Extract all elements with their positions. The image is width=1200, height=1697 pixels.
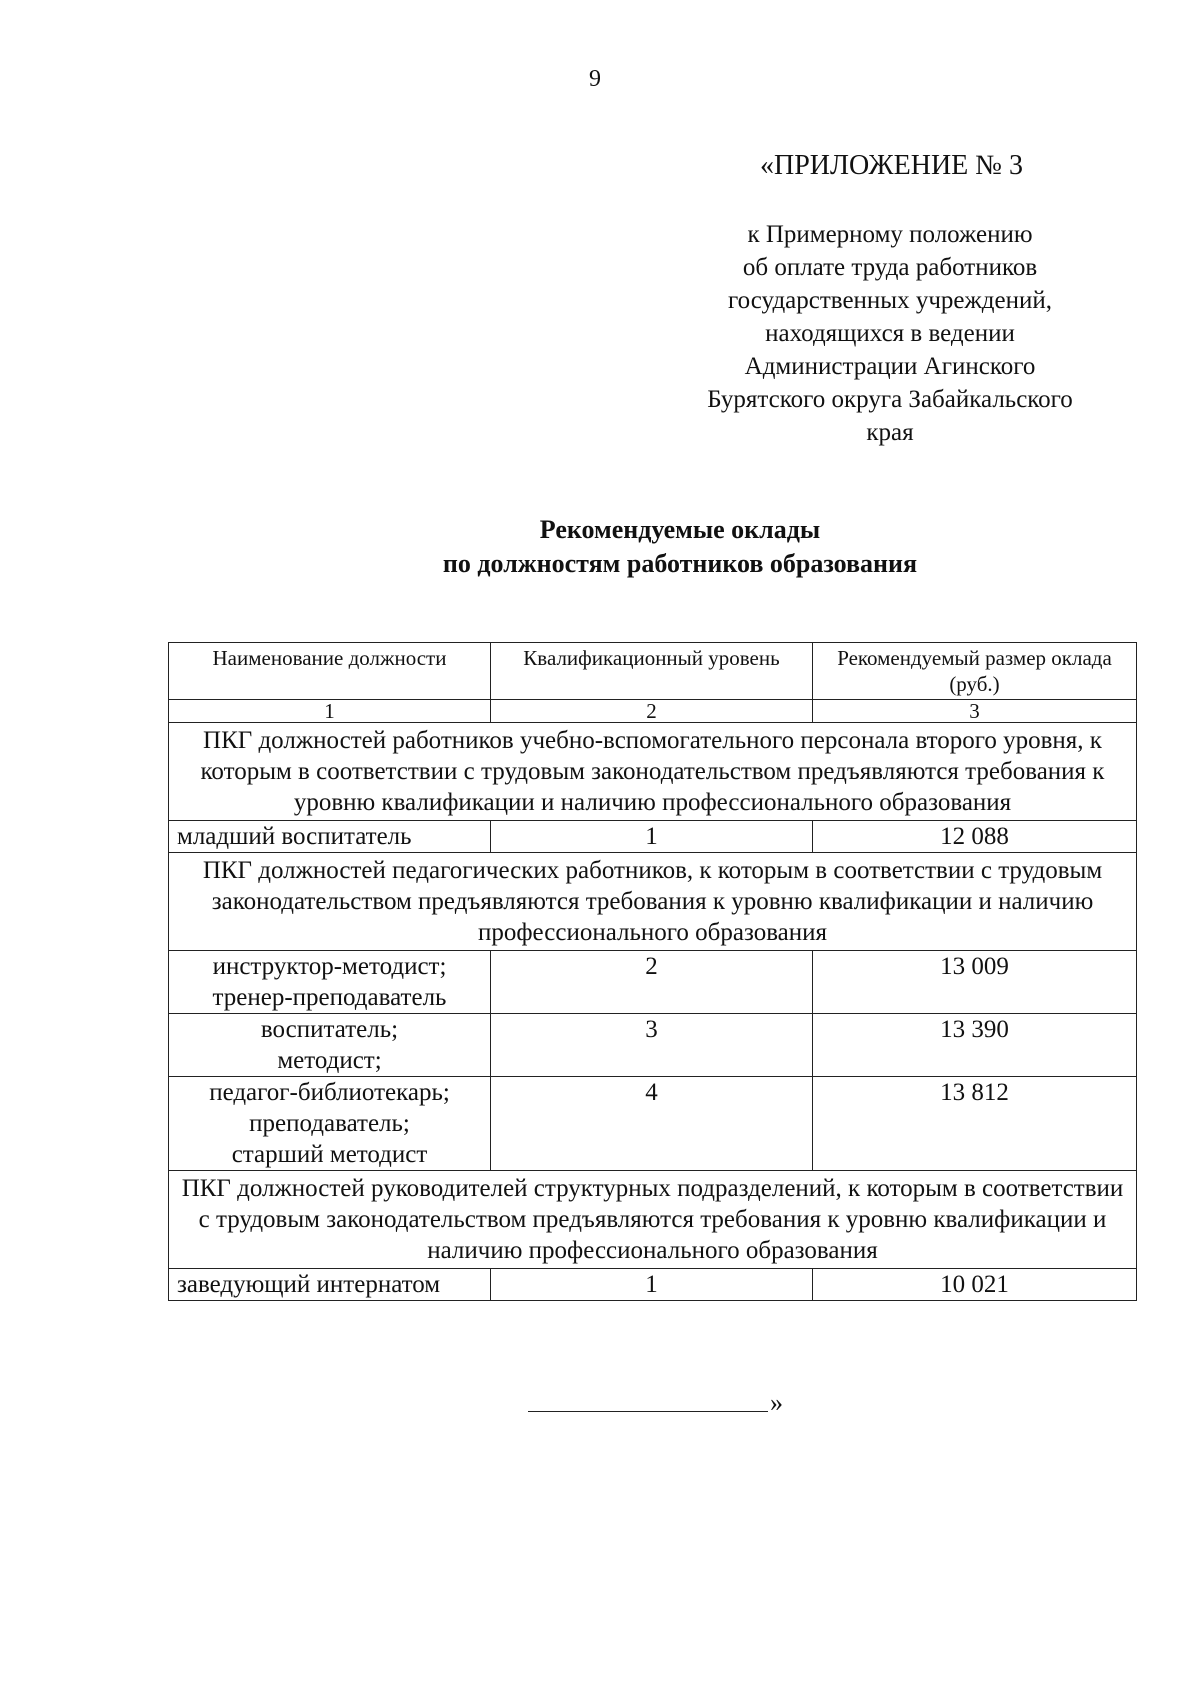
position-cell [169, 1014, 491, 1077]
appendix-reference [660, 218, 1120, 449]
position-name: воспитатель; [260, 1016, 399, 1043]
level-cell: 2 [491, 951, 813, 1014]
appendix-reference-line: находящихся в ведении [765, 320, 1015, 347]
column-number: 2 [491, 700, 813, 723]
position-cell [169, 1077, 491, 1171]
salary-cell: 13 812 [813, 1077, 1137, 1171]
salary-cell: 13 390 [813, 1014, 1137, 1077]
appendix-reference-line: об оплате труда работников [742, 254, 1038, 281]
appendix-reference-line: к Примерному положению [747, 221, 1033, 248]
salary-table [168, 642, 1137, 1301]
appendix-title: «ПРИЛОЖЕНИЕ № 3 [760, 150, 1023, 181]
level-cell: 4 [491, 1077, 813, 1171]
heading-line-2: по должностям работников образования [442, 549, 918, 578]
appendix-reference-line: края [866, 419, 914, 446]
group-title: ПКГ должностей работников учебно-вспомогательного персонала второго уровня, к которым в соответствии с трудовым законодательством предъявляются требования к уровню квалификации и наличию профессионального образования [169, 723, 1137, 821]
position-name: инструктор-методист; [212, 953, 447, 980]
group-title: ПКГ должностей педагогических работников, к которым в соответствии с трудовым законодательством предъявляются требования к уровню квалификации и наличию профессионального образования [169, 853, 1137, 951]
position-name: педагог-библиотекарь; [209, 1079, 450, 1106]
column-number: 1 [169, 700, 491, 723]
page-number: 9 [589, 66, 601, 92]
column-number: 3 [813, 700, 1137, 723]
level-cell: 1 [491, 1269, 813, 1301]
position-name: методист; [277, 1047, 382, 1074]
table-row [169, 951, 1137, 1014]
header-position: Наименование должности [169, 643, 491, 700]
group-row [169, 1171, 1137, 1269]
salary-cell: 12 088 [813, 821, 1137, 853]
header-salary: Рекомендуемый размер оклада (руб.) [813, 643, 1137, 700]
column-number-row [169, 700, 1137, 723]
salary-cell: 13 009 [813, 951, 1137, 1014]
position-cell [169, 951, 491, 1014]
level-cell: 1 [491, 821, 813, 853]
document-heading [300, 513, 1060, 581]
position-name: преподаватель; [249, 1110, 410, 1137]
position-name: младший воспитатель [177, 823, 412, 850]
position-name: тренер-преподаватель [212, 984, 447, 1011]
table-row [169, 1077, 1137, 1171]
heading-line-1: Рекомендуемые оклады [539, 515, 821, 544]
appendix-reference-line: Администрации Агинского [744, 353, 1036, 380]
group-title: ПКГ должностей руководителей структурных подразделений, к которым в соответствии с трудовым законодательством предъявляются требования к уровню квалификации и наличию профессионального образования [169, 1171, 1137, 1269]
position-cell [169, 1269, 491, 1301]
level-cell: 3 [491, 1014, 813, 1077]
appendix-reference-line: Бурятского округа Забайкальского [707, 386, 1073, 413]
salary-cell: 10 021 [813, 1269, 1137, 1301]
position-name: заведующий интернатом [177, 1271, 441, 1298]
appendix-reference-line: государственных учреждений, [728, 287, 1052, 314]
closing-underline [528, 1383, 768, 1412]
table-row [169, 1014, 1137, 1077]
table-header-row [169, 643, 1137, 700]
header-level: Квалификационный уровень [491, 643, 813, 700]
position-name: старший методист [231, 1141, 428, 1168]
table-row [169, 821, 1137, 853]
table-row [169, 1269, 1137, 1301]
group-row [169, 853, 1137, 951]
group-row [169, 723, 1137, 821]
position-cell [169, 821, 491, 853]
closing-quote: » [770, 1388, 783, 1417]
